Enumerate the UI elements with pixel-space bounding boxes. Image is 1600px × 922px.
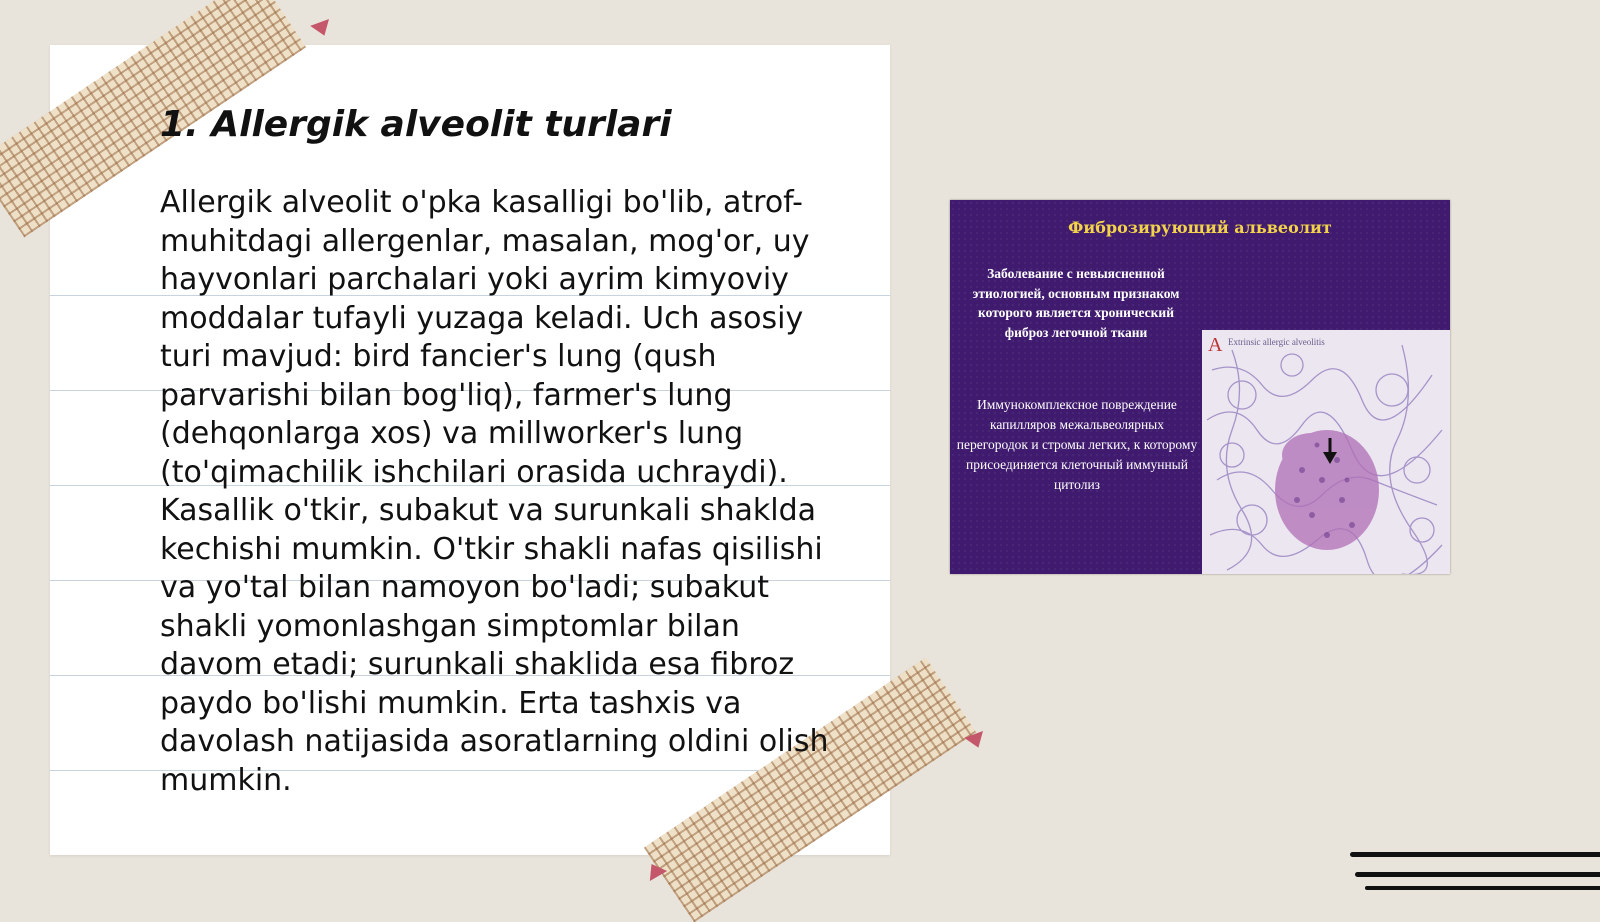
histology-figure	[950, 200, 1450, 574]
slide-title: 1. Allergik alveolit turlari	[160, 104, 672, 145]
micrograph-panel-letter: A	[1208, 334, 1223, 356]
brush-stroke	[1355, 872, 1600, 877]
brush-stroke	[1350, 852, 1600, 857]
figure-definition-text: Заболевание с невыясненной этиологией, основным признаком которого является хронический фиброз легочной ткани	[972, 266, 1180, 340]
brush-stroke	[1365, 886, 1600, 890]
figure-mechanism-text: Иммунокомплексное повреждение капилляров межальвеолярных перегородок и стромы легких, к которому присоединяется клеточный иммунный цитолиз	[956, 397, 1198, 492]
micrograph-label: Extrinsic allergic alveolitis	[1228, 337, 1325, 347]
slide-body-text: Allergik alveolit o'pka kasalligi bo'lib, atrof-muhitdagi allergenlar, masalan, mog'or, uy hayvonlari parchalari yoki ayrim kimyoviy moddalar tufayli yuzaga keladi. Uch asosiy turi mavjud: bird fancier's lung (qush parvarishi bilan bog'liq), farmer's lung (dehqonlarga xos) va millworker's lung (to'qimachilik ishchilari orasida uchraydi). Kasallik o'tkir, subakut va surunkali shaklda kechishi mumkin. O'tkir shakli nafas qisilishi va yo'tal bilan namoyon bo'ladi; subakut shakli yomonlashgan simptomlar bilan davom etadi; surunkali shaklida esa fibroz paydo bo'lishi mumkin. Erta tashxis va davolash natijasida asoratlarning oldini olish mumkin.	[160, 185, 829, 798]
pin-icon	[310, 19, 334, 39]
micrograph-illustration	[1202, 330, 1450, 574]
figure-title: Фиброзирующий альвеолит	[1068, 218, 1332, 237]
micrograph-image	[1202, 330, 1450, 574]
